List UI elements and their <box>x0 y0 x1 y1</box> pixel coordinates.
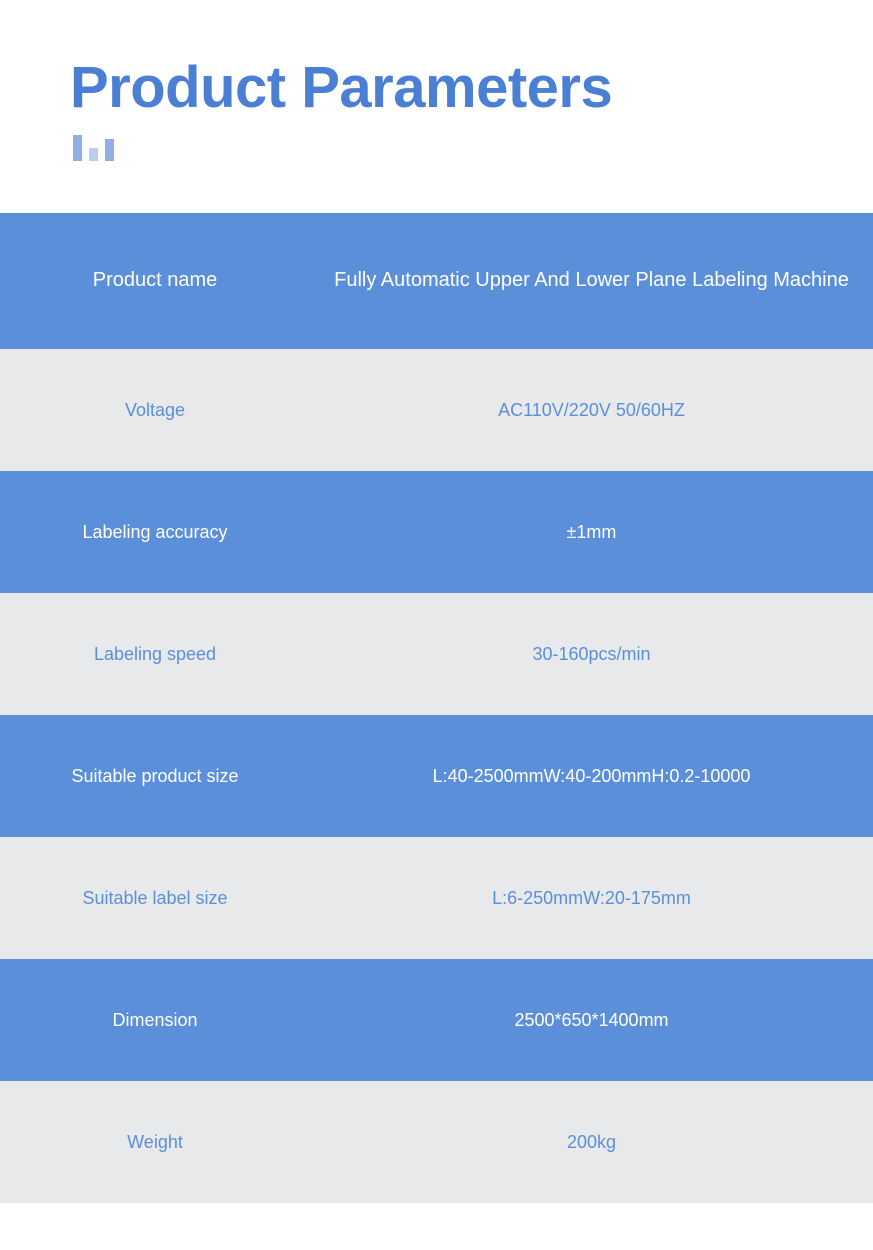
table-cell-value <box>310 1081 873 1203</box>
parameter-label: Suitable label size <box>82 887 228 908</box>
table-row <box>0 471 873 593</box>
parameter-label: Labeling speed <box>93 643 217 664</box>
parameter-label: Voltage <box>124 399 186 420</box>
table-cell-label <box>0 715 310 837</box>
parameter-value: L:6-250mmW:20-175mm <box>492 887 691 908</box>
table-cell-label <box>0 471 310 593</box>
table-row <box>0 349 873 471</box>
page-title: Product Parameters <box>70 55 613 120</box>
table-cell-label <box>0 1081 310 1203</box>
table-row <box>0 1081 873 1203</box>
parameter-value: ±1mm <box>566 521 617 542</box>
parameter-value: 30-160pcs/min <box>532 643 651 664</box>
parameter-value: L:40-2500mmW:40-200mmH:0.2-10000 <box>432 765 751 786</box>
parameter-value: 200kg <box>566 1131 617 1152</box>
page-header <box>0 0 873 161</box>
table-cell-value <box>310 959 873 1081</box>
table-row <box>0 959 873 1081</box>
table-cell-label <box>0 349 310 471</box>
accent-bar-short <box>89 148 98 161</box>
table-cell-value <box>310 715 873 837</box>
table-cell-value <box>310 837 873 959</box>
table-cell-value <box>310 349 873 471</box>
table-cell-value <box>310 593 873 715</box>
table-cell-value <box>310 213 873 349</box>
parameter-label: Dimension <box>112 1009 198 1030</box>
table-cell-value <box>310 471 873 593</box>
accent-bar-tall <box>73 135 82 161</box>
parameter-value: 2500*650*1400mm <box>514 1009 669 1030</box>
table-cell-label <box>0 837 310 959</box>
table-cell-label <box>0 593 310 715</box>
accent-bar-medium <box>105 139 114 161</box>
parameter-value: Fully Automatic Upper And Lower Plane Labeling Machine <box>334 269 849 292</box>
accent-bars-decoration <box>73 135 873 161</box>
table-cell-label <box>0 959 310 1081</box>
parameters-table-body <box>0 213 873 1203</box>
table-row <box>0 715 873 837</box>
table-row <box>0 837 873 959</box>
parameter-label: Product name <box>92 269 218 292</box>
parameter-label: Labeling accuracy <box>82 521 228 542</box>
table-cell-label <box>0 213 310 349</box>
parameter-value: AC110V/220V 50/60HZ <box>498 399 685 420</box>
parameter-label: Suitable product size <box>71 765 239 786</box>
parameters-table <box>0 213 873 1203</box>
table-row <box>0 213 873 349</box>
table-row <box>0 593 873 715</box>
parameter-label: Weight <box>127 1131 183 1152</box>
